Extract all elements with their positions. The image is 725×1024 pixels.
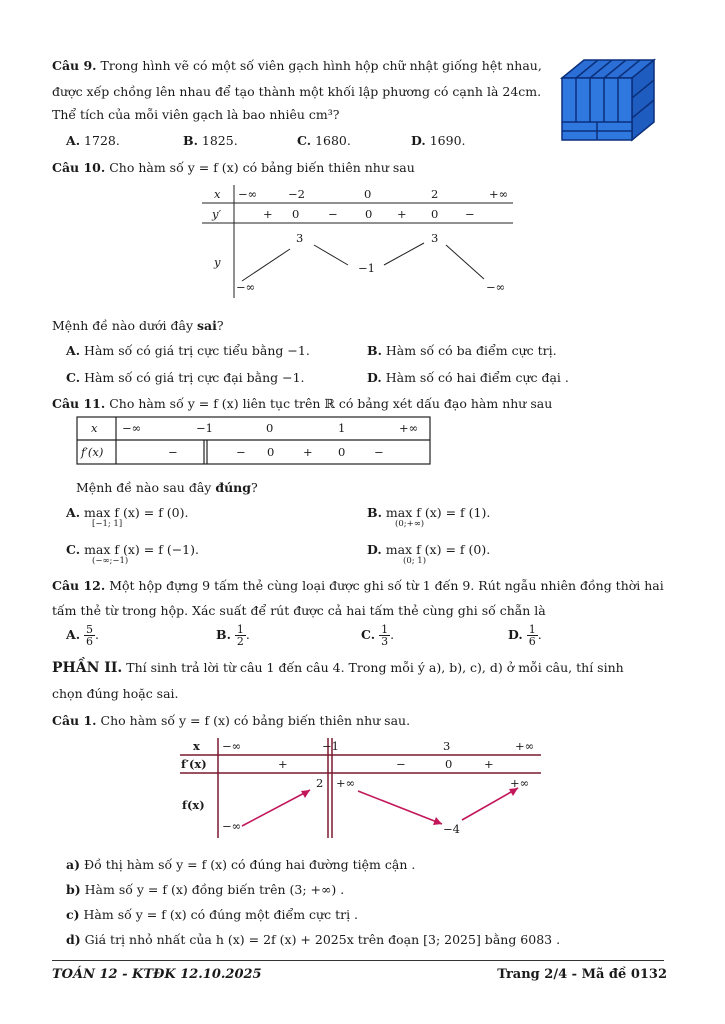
y-value: 3 [296,231,304,245]
derivative-label: f′(x) [81,445,104,459]
q9-option-a: A. 1728. [66,133,120,148]
p2q1-item-a: a) Đồ thị hàm số y = f (x) có đúng hai đường tiệm cận . [66,857,416,872]
sign: + [397,207,407,221]
q9-line2: được xếp chồng lên nhau để tạo thành một khối lập phương có cạnh là 24cm. [52,84,542,99]
question-label: Câu 1. [52,713,97,728]
sign: 0 [292,207,300,221]
y-value: −∞ [222,819,242,833]
sign: + [484,757,494,771]
q12-option-b: B. $\frac{1}{2}$ . [216,623,250,648]
question-label: Câu 11. [52,396,106,411]
question-label: Câu 12. [52,578,106,593]
sign: 0 [365,207,373,221]
q11-prompt: Mệnh đề nào sau đây đúng? [76,480,258,495]
sign: + [263,207,273,221]
q10-option-d: D. Hàm số có hai điểm cực đại . [367,370,569,385]
footer-right: Trang 2/4 - Mã đề 0132 [497,967,667,982]
sign: 0 [445,757,453,771]
q12-option-d: D. $\frac{1}{6}$ . [508,623,542,648]
q11-sign-table [76,416,432,466]
x-value: −∞ [222,739,242,753]
q9-option-b: B. 1825. [183,133,238,148]
q9-line3: Thể tích của mỗi viên gạch là bao nhiêu cm³? [52,107,340,122]
brick-cube-illustration [552,52,662,144]
footer-left: TOÁN 12 - KTĐK 12.10.2025 [52,967,262,982]
y-value: −4 [443,822,460,836]
q11-option-c: C. max f (x) = f (−1). (−∞;−1) [66,542,199,566]
f-label: f(x) [182,798,205,812]
sign: 0 [338,445,346,459]
sign: − [168,445,178,459]
y-value: +∞ [510,776,530,790]
sign: − [236,445,246,459]
x-label: x [91,421,98,435]
y-value: +∞ [336,776,356,790]
x-value: −∞ [238,187,258,201]
q10-variation-table [200,183,515,300]
p2q1-item-d: d) Giá trị nhỏ nhất của h (x) = 2f (x) + 2025x trên đoạn [3; 2025] bằng 6083 . [66,932,561,947]
x-value: −∞ [122,421,142,435]
y-value: −1 [358,261,375,275]
p2q1-item-b: b) Hàm số y = f (x) đồng biến trên (3; +∞) . [66,882,345,897]
sign: − [396,757,406,771]
q9-option-d: D. 1690. [411,133,466,148]
q10-prompt: Mệnh đề nào dưới đây sai? [52,318,224,333]
q10-option-a: A. Hàm số có giá trị cực tiểu bằng −1. [66,343,310,358]
x-value: −1 [322,739,339,753]
part-title: PHẦN II. [52,660,123,676]
sign: − [374,445,384,459]
p2q1-item-c: c) Hàm số y = f (x) có đúng một điểm cực trị . [66,907,359,922]
x-value: 0 [266,421,274,435]
x-value: 0 [364,187,372,201]
q10-option-c: C. Hàm số có giá trị cực đại bằng −1. [66,370,305,385]
p2q1-variation-table [178,736,543,840]
q11-option-a: A. max f (x) = f (0). [−1; 1] [66,505,189,529]
sign: 0 [267,445,275,459]
y-value: 3 [431,231,439,245]
x-value: +∞ [515,739,535,753]
q12-option-a: A. $\frac{5}{6}$ . [66,623,100,648]
x-value: −2 [288,187,305,201]
q11-option-b: B. max f (x) = f (1). (0;+∞) [367,505,491,529]
q12-line1: Câu 12. Một hộp đựng 9 tấm thẻ cùng loại được ghi số từ 1 đến 9. Rút ngẫu nhiên đồng thời hai [52,578,664,593]
x-value: 3 [443,739,451,753]
x-value: +∞ [489,187,509,201]
q10-line: Câu 10. Cho hàm số y = f (x) có bảng biến thiên như sau [52,160,415,175]
x-label: x [214,187,221,201]
sign: + [303,445,313,459]
y-label: y [214,255,221,269]
q9-line1: Câu 9. Trong hình vẽ có một số viên gạch hình hộp chữ nhật giống hệt nhau, [52,58,542,73]
sign: + [278,757,288,771]
derivative-label: f′(x) [181,757,207,771]
part2-heading: PHẦN II. Thí sinh trả lời từ câu 1 đến câu 4. Trong mỗi ý a), b), c), d) ở mỗi câu, thí sinh [52,660,624,676]
x-value: 1 [338,421,346,435]
q10-option-b: B. Hàm số có ba điểm cực trị. [367,343,557,358]
q11-option-d: D. max f (x) = f (0). (0; 1) [367,542,491,566]
x-label: x [193,739,200,753]
q12-line2: tấm thẻ từ trong hộp. Xác suất để rút được cả hai tấm thẻ cùng ghi số chẵn là [52,603,546,618]
p2q1-line: Câu 1. Cho hàm số y = f (x) có bảng biến thiên như sau. [52,713,411,728]
y-value: −∞ [486,280,506,294]
x-value: −1 [196,421,213,435]
q9-option-c: C. 1680. [297,133,351,148]
footer-divider [52,960,664,961]
q12-option-c: C. $\frac{1}{3}$ . [361,623,395,648]
sign: 0 [431,207,439,221]
question-label: Câu 9. [52,58,97,73]
y-value: −∞ [236,280,256,294]
dy-label: y′ [212,207,222,221]
sign: − [328,207,338,221]
part2-line2: chọn đúng hoặc sai. [52,686,179,701]
x-value: +∞ [399,421,419,435]
sign: − [465,207,475,221]
x-value: 2 [431,187,439,201]
question-label: Câu 10. [52,160,106,175]
q11-line: Câu 11. Cho hàm số y = f (x) liên tục trên ℝ có bảng xét dấu đạo hàm như sau [52,396,553,411]
y-value: 2 [316,776,324,790]
